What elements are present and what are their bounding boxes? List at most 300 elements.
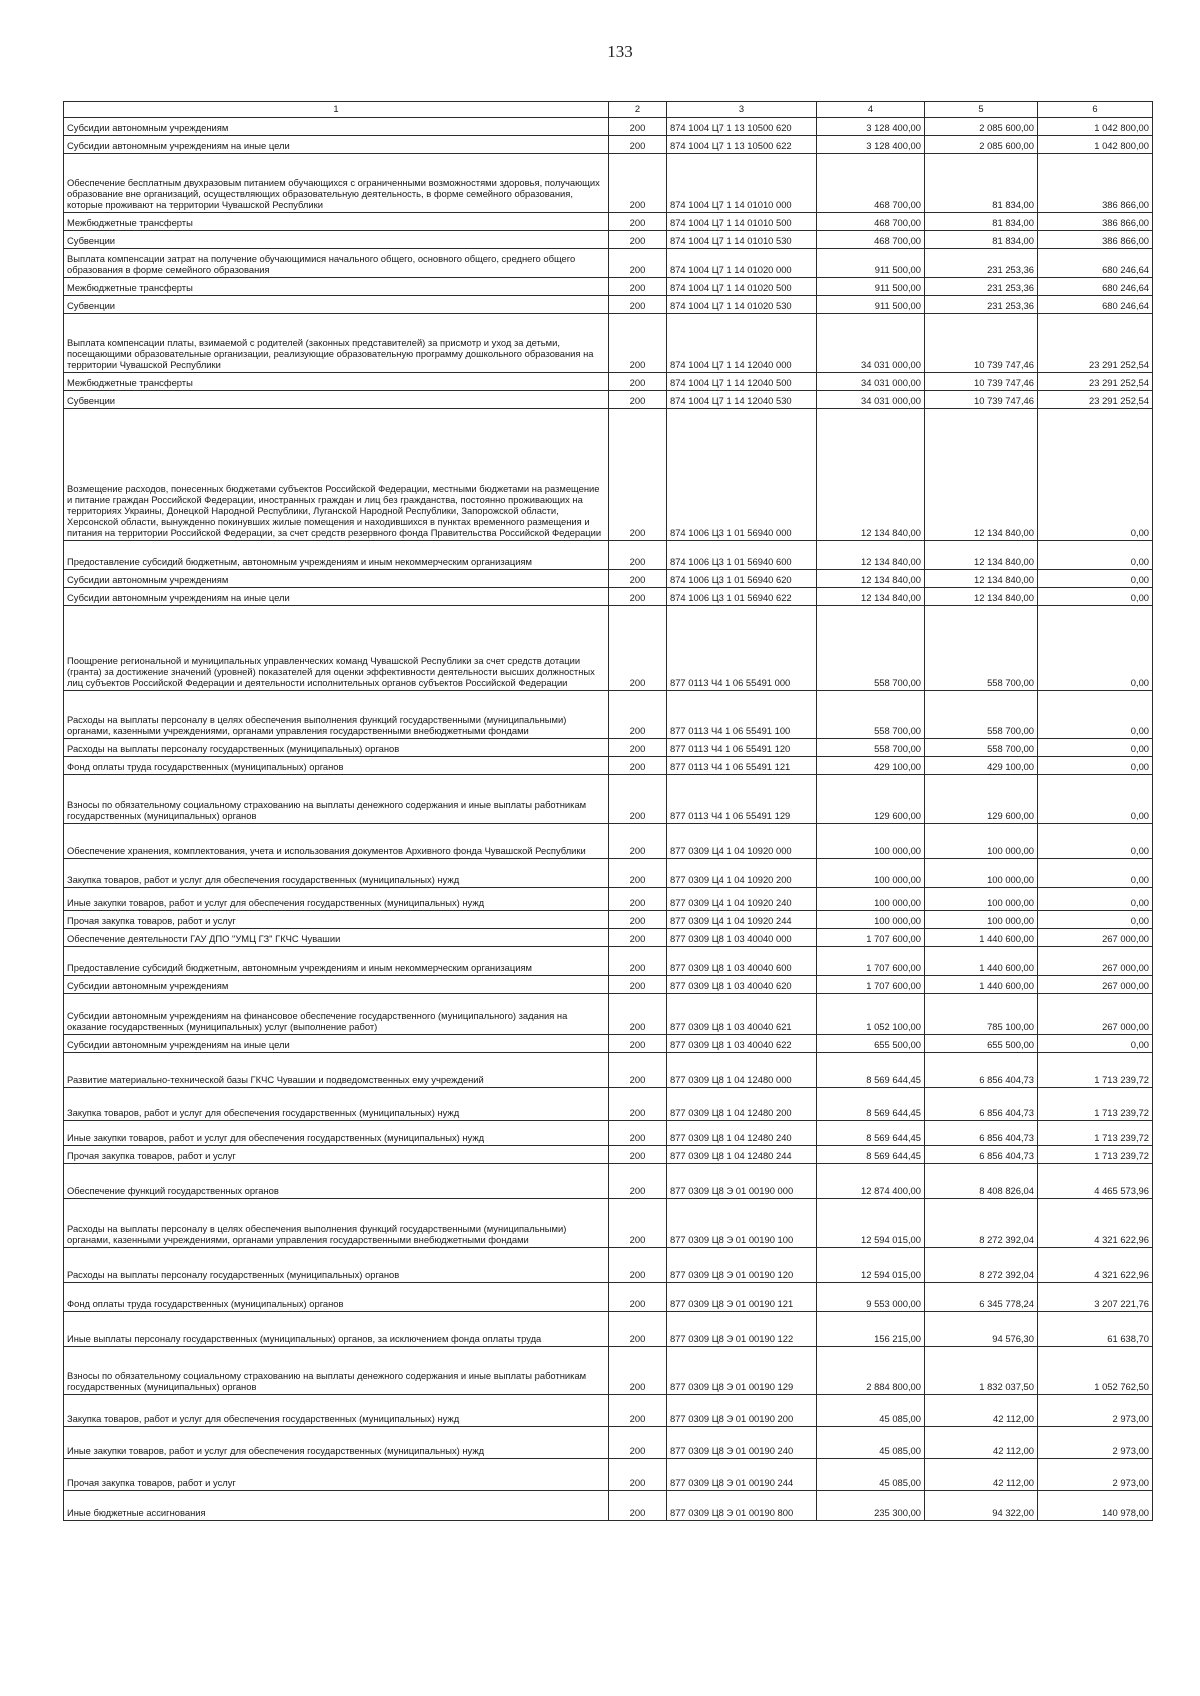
row-amount-planned: 468 700,00	[817, 154, 925, 213]
row-admin-code: 200	[609, 1248, 667, 1283]
row-budget-code: 877 0113 Ч4 1 06 55491 120	[667, 739, 817, 757]
table-row	[64, 929, 1153, 947]
row-admin-code: 200	[609, 824, 667, 859]
row-budget-code: 877 0309 Ц4 1 04 10920 240	[667, 888, 817, 911]
row-admin-code: 200	[609, 994, 667, 1035]
table-row	[64, 570, 1153, 588]
row-budget-code: 877 0113 Ч4 1 06 55491 129	[667, 775, 817, 824]
row-name: Иные закупки товаров, работ и услуг для обеспечения государственных (муниципальных) нужд	[64, 1427, 609, 1459]
row-budget-code: 877 0309 Ц8 Э 01 00190 120	[667, 1248, 817, 1283]
table-row	[64, 976, 1153, 994]
row-name: Закупка товаров, работ и услуг для обеспечения государственных (муниципальных) нужд	[64, 1088, 609, 1121]
table-row	[64, 373, 1153, 391]
row-admin-code: 200	[609, 1491, 667, 1521]
row-amount-executed: 1 440 600,00	[925, 976, 1038, 994]
row-budget-code: 877 0309 Ц8 1 04 12480 240	[667, 1121, 817, 1146]
row-amount-remaining: 3 207 221,76	[1038, 1283, 1153, 1312]
row-budget-code: 877 0309 Ц4 1 04 10920 200	[667, 859, 817, 888]
row-amount-planned: 2 884 800,00	[817, 1347, 925, 1395]
row-amount-planned: 558 700,00	[817, 691, 925, 739]
row-admin-code: 200	[609, 278, 667, 296]
row-amount-planned: 45 085,00	[817, 1427, 925, 1459]
row-name: Выплата компенсации затрат на получение обучающимися начального общего, основного общего, среднего общего образования в форме семейного образования	[64, 249, 609, 278]
budget-table	[63, 101, 1153, 1521]
row-amount-planned: 8 569 644,45	[817, 1088, 925, 1121]
table-row	[64, 1199, 1153, 1248]
table-row	[64, 775, 1153, 824]
row-amount-executed: 100 000,00	[925, 824, 1038, 859]
row-budget-code: 877 0113 Ч4 1 06 55491 121	[667, 757, 817, 775]
row-amount-planned: 45 085,00	[817, 1459, 925, 1491]
row-name: Расходы на выплаты персоналу государственных (муниципальных) органов	[64, 1248, 609, 1283]
row-amount-remaining: 267 000,00	[1038, 994, 1153, 1035]
row-budget-code: 877 0309 Ц8 Э 01 00190 244	[667, 1459, 817, 1491]
row-amount-planned: 429 100,00	[817, 757, 925, 775]
row-amount-remaining: 267 000,00	[1038, 976, 1153, 994]
column-header-3: 3	[667, 102, 817, 118]
row-name: Прочая закупка товаров, работ и услуг	[64, 1146, 609, 1164]
row-amount-remaining: 1 713 239,72	[1038, 1053, 1153, 1088]
row-budget-code: 874 1006 Ц3 1 01 56940 622	[667, 588, 817, 606]
table-row	[64, 231, 1153, 249]
row-budget-code: 877 0309 Ц8 1 03 40040 620	[667, 976, 817, 994]
row-admin-code: 200	[609, 231, 667, 249]
row-budget-code: 874 1004 Ц7 1 14 12040 500	[667, 373, 817, 391]
row-amount-planned: 655 500,00	[817, 1035, 925, 1053]
row-amount-planned: 1 707 600,00	[817, 947, 925, 976]
row-name: Субвенции	[64, 231, 609, 249]
row-amount-planned: 468 700,00	[817, 231, 925, 249]
row-budget-code: 877 0309 Ц8 Э 01 00190 100	[667, 1199, 817, 1248]
row-admin-code: 200	[609, 588, 667, 606]
row-amount-planned: 3 128 400,00	[817, 136, 925, 154]
row-amount-executed: 1 440 600,00	[925, 947, 1038, 976]
row-budget-code: 874 1006 Ц3 1 01 56940 620	[667, 570, 817, 588]
row-budget-code: 877 0309 Ц4 1 04 10920 000	[667, 824, 817, 859]
row-budget-code: 874 1004 Ц7 1 14 01020 500	[667, 278, 817, 296]
row-amount-planned: 235 300,00	[817, 1491, 925, 1521]
row-amount-planned: 34 031 000,00	[817, 314, 925, 373]
row-admin-code: 200	[609, 1146, 667, 1164]
row-budget-code: 877 0309 Ц8 Э 01 00190 121	[667, 1283, 817, 1312]
row-name: Предоставление субсидий бюджетным, автономным учреждениям и иным некоммерческим организациям	[64, 541, 609, 570]
row-admin-code: 200	[609, 391, 667, 409]
row-amount-remaining: 23 291 252,54	[1038, 373, 1153, 391]
row-amount-remaining: 680 246,64	[1038, 278, 1153, 296]
row-amount-executed: 2 085 600,00	[925, 118, 1038, 136]
row-amount-executed: 6 856 404,73	[925, 1053, 1038, 1088]
row-amount-executed: 12 134 840,00	[925, 409, 1038, 541]
table-row	[64, 859, 1153, 888]
row-amount-remaining: 1 052 762,50	[1038, 1347, 1153, 1395]
row-budget-code: 874 1004 Ц7 1 14 01010 530	[667, 231, 817, 249]
row-amount-executed: 10 739 747,46	[925, 373, 1038, 391]
row-budget-code: 877 0309 Ц8 1 04 12480 200	[667, 1088, 817, 1121]
row-budget-code: 877 0309 Ц8 1 04 12480 000	[667, 1053, 817, 1088]
row-admin-code: 200	[609, 570, 667, 588]
row-amount-planned: 12 134 840,00	[817, 541, 925, 570]
row-amount-remaining: 23 291 252,54	[1038, 391, 1153, 409]
table-row	[64, 757, 1153, 775]
row-amount-remaining: 0,00	[1038, 606, 1153, 691]
row-admin-code: 200	[609, 1347, 667, 1395]
row-budget-code: 874 1004 Ц7 1 14 01010 500	[667, 213, 817, 231]
row-amount-executed: 8 272 392,04	[925, 1199, 1038, 1248]
row-amount-executed: 94 576,30	[925, 1312, 1038, 1347]
row-name: Развитие материально-технической базы ГКЧС Чувашии и подведомственных ему учреждений	[64, 1053, 609, 1088]
row-amount-executed: 42 112,00	[925, 1459, 1038, 1491]
row-amount-remaining: 4 321 622,96	[1038, 1248, 1153, 1283]
row-amount-planned: 34 031 000,00	[817, 391, 925, 409]
row-amount-planned: 12 594 015,00	[817, 1199, 925, 1248]
row-amount-planned: 911 500,00	[817, 296, 925, 314]
row-budget-code: 877 0309 Ц8 Э 01 00190 122	[667, 1312, 817, 1347]
row-amount-remaining: 0,00	[1038, 757, 1153, 775]
row-budget-code: 874 1004 Ц7 1 14 01020 000	[667, 249, 817, 278]
row-amount-planned: 558 700,00	[817, 606, 925, 691]
row-amount-executed: 785 100,00	[925, 994, 1038, 1035]
row-amount-remaining: 386 866,00	[1038, 154, 1153, 213]
row-name: Субвенции	[64, 296, 609, 314]
row-amount-planned: 12 134 840,00	[817, 409, 925, 541]
row-name: Субсидии автономным учреждениям	[64, 976, 609, 994]
row-amount-executed: 12 134 840,00	[925, 570, 1038, 588]
row-amount-remaining: 0,00	[1038, 824, 1153, 859]
row-admin-code: 200	[609, 947, 667, 976]
table-row	[64, 1121, 1153, 1146]
row-admin-code: 200	[609, 976, 667, 994]
row-amount-planned: 1 052 100,00	[817, 994, 925, 1035]
row-name: Иные бюджетные ассигнования	[64, 1491, 609, 1521]
row-amount-planned: 100 000,00	[817, 859, 925, 888]
row-admin-code: 200	[609, 757, 667, 775]
table-row	[64, 994, 1153, 1035]
row-budget-code: 874 1004 Ц7 1 14 12040 530	[667, 391, 817, 409]
row-amount-planned: 12 874 400,00	[817, 1164, 925, 1199]
column-header-1: 1	[64, 102, 609, 118]
row-budget-code: 874 1006 Ц3 1 01 56940 000	[667, 409, 817, 541]
row-name: Расходы на выплаты персоналу государственных (муниципальных) органов	[64, 739, 609, 757]
row-amount-planned: 12 134 840,00	[817, 588, 925, 606]
row-admin-code: 200	[609, 929, 667, 947]
row-amount-planned: 100 000,00	[817, 911, 925, 929]
row-amount-executed: 8 408 826,04	[925, 1164, 1038, 1199]
row-amount-remaining: 0,00	[1038, 570, 1153, 588]
table-row	[64, 739, 1153, 757]
row-budget-code: 877 0309 Ц8 Э 01 00190 240	[667, 1427, 817, 1459]
row-name: Обеспечение хранения, комплектования, учета и использования документов Архивного фонда Чувашской Республики	[64, 824, 609, 859]
header-row	[64, 102, 1153, 118]
table-row	[64, 541, 1153, 570]
row-amount-executed: 6 856 404,73	[925, 1121, 1038, 1146]
row-amount-remaining: 386 866,00	[1038, 213, 1153, 231]
row-amount-remaining: 4 465 573,96	[1038, 1164, 1153, 1199]
table-row	[64, 588, 1153, 606]
row-amount-executed: 81 834,00	[925, 231, 1038, 249]
row-admin-code: 200	[609, 1395, 667, 1427]
table-row	[64, 1088, 1153, 1121]
table-body	[64, 118, 1153, 1521]
table-row	[64, 1459, 1153, 1491]
row-admin-code: 200	[609, 888, 667, 911]
row-amount-executed: 81 834,00	[925, 213, 1038, 231]
row-name: Возмещение расходов, понесенных бюджетами субъектов Российской Федерации, местными бюджетами на размещение и питание граждан Российской Федерации, иностранных граждан и лиц без гражданства, постоянно проживающих на территориях Украины, Донецкой Народной Республики, Луганской Народной Республики, Запорожской области, Херсонской области, вынужденно покинувших жилые помещения и находившихся в пунктах временного размещения и питания на территории Российской Федерации, за счет средств резервного фонда Правительства Российской Федерации	[64, 409, 609, 541]
row-amount-remaining: 0,00	[1038, 739, 1153, 757]
row-admin-code: 200	[609, 1088, 667, 1121]
row-name: Субсидии автономным учреждениям	[64, 570, 609, 588]
row-admin-code: 200	[609, 541, 667, 570]
row-amount-remaining: 0,00	[1038, 541, 1153, 570]
row-amount-planned: 100 000,00	[817, 824, 925, 859]
row-amount-executed: 558 700,00	[925, 606, 1038, 691]
row-name: Субсидии автономным учреждениям на иные цели	[64, 136, 609, 154]
row-name: Субсидии автономным учреждениям на финансовое обеспечение государственного (муниципального) задания на оказание государственных (муниципальных) услуг (выполнение работ)	[64, 994, 609, 1035]
table-row	[64, 154, 1153, 213]
row-budget-code: 874 1006 Ц3 1 01 56940 600	[667, 541, 817, 570]
row-amount-remaining: 2 973,00	[1038, 1395, 1153, 1427]
row-amount-remaining: 680 246,64	[1038, 296, 1153, 314]
row-name: Поощрение региональной и муниципальных управленческих команд Чувашской Республики за счет средств дотации (гранта) за достижение значений (уровней) показателей для оценки эффективности деятельности высших должностных лиц субъектов Российской Федерации и деятельности исполнительных органов субъектов Российской Федерации	[64, 606, 609, 691]
row-name: Субсидии автономным учреждениям	[64, 118, 609, 136]
row-amount-executed: 100 000,00	[925, 859, 1038, 888]
row-admin-code: 200	[609, 296, 667, 314]
row-amount-planned: 8 569 644,45	[817, 1146, 925, 1164]
row-amount-planned: 156 215,00	[817, 1312, 925, 1347]
row-admin-code: 200	[609, 1035, 667, 1053]
row-amount-executed: 1 832 037,50	[925, 1347, 1038, 1395]
row-budget-code: 874 1004 Ц7 1 13 10500 620	[667, 118, 817, 136]
row-name: Фонд оплаты труда государственных (муниципальных) органов	[64, 1283, 609, 1312]
row-budget-code: 877 0309 Ц4 1 04 10920 244	[667, 911, 817, 929]
row-name: Расходы на выплаты персоналу в целях обеспечения выполнения функций государственными (муниципальными) органами, казенными учреждениями, органами управления государственными внебюджетными фондами	[64, 1199, 609, 1248]
table-row	[64, 947, 1153, 976]
column-header-4: 4	[817, 102, 925, 118]
row-amount-executed: 42 112,00	[925, 1427, 1038, 1459]
row-amount-planned: 8 569 644,45	[817, 1053, 925, 1088]
row-amount-executed: 81 834,00	[925, 154, 1038, 213]
row-amount-executed: 6 856 404,73	[925, 1088, 1038, 1121]
row-admin-code: 200	[609, 314, 667, 373]
row-budget-code: 874 1004 Ц7 1 14 12040 000	[667, 314, 817, 373]
column-header-2: 2	[609, 102, 667, 118]
row-budget-code: 874 1004 Ц7 1 14 01020 530	[667, 296, 817, 314]
column-header-6: 6	[1038, 102, 1153, 118]
row-admin-code: 200	[609, 409, 667, 541]
row-amount-planned: 3 128 400,00	[817, 118, 925, 136]
row-amount-remaining: 2 973,00	[1038, 1427, 1153, 1459]
table-row	[64, 1283, 1153, 1312]
row-budget-code: 877 0309 Ц8 Э 01 00190 200	[667, 1395, 817, 1427]
row-admin-code: 200	[609, 249, 667, 278]
row-amount-planned: 129 600,00	[817, 775, 925, 824]
row-name: Расходы на выплаты персоналу в целях обеспечения выполнения функций государственными (муниципальными) органами, казенными учреждениями, органами управления государственными внебюджетными фондами	[64, 691, 609, 739]
table-row	[64, 888, 1153, 911]
row-name: Обеспечение деятельности ГАУ ДПО "УМЦ ГЗ" ГКЧС Чувашии	[64, 929, 609, 947]
row-budget-code: 877 0309 Ц8 1 04 12480 244	[667, 1146, 817, 1164]
row-budget-code: 877 0309 Ц8 Э 01 00190 000	[667, 1164, 817, 1199]
row-amount-planned: 45 085,00	[817, 1395, 925, 1427]
row-budget-code: 877 0113 Ч4 1 06 55491 100	[667, 691, 817, 739]
row-amount-remaining: 140 978,00	[1038, 1491, 1153, 1521]
row-amount-planned: 911 500,00	[817, 249, 925, 278]
table-row	[64, 213, 1153, 231]
row-amount-remaining: 267 000,00	[1038, 929, 1153, 947]
row-amount-executed: 6 856 404,73	[925, 1146, 1038, 1164]
table-row	[64, 296, 1153, 314]
row-name: Прочая закупка товаров, работ и услуг	[64, 1459, 609, 1491]
table-row	[64, 824, 1153, 859]
row-amount-executed: 231 253,36	[925, 249, 1038, 278]
row-admin-code: 200	[609, 1283, 667, 1312]
table-row	[64, 1053, 1153, 1088]
row-amount-executed: 12 134 840,00	[925, 588, 1038, 606]
page-number: 133	[607, 42, 633, 61]
row-amount-executed: 100 000,00	[925, 888, 1038, 911]
row-admin-code: 200	[609, 1053, 667, 1088]
row-name: Обеспечение функций государственных органов	[64, 1164, 609, 1199]
table-row	[64, 249, 1153, 278]
row-amount-remaining: 2 973,00	[1038, 1459, 1153, 1491]
row-amount-planned: 34 031 000,00	[817, 373, 925, 391]
row-amount-planned: 468 700,00	[817, 213, 925, 231]
row-admin-code: 200	[609, 1312, 667, 1347]
row-name: Фонд оплаты труда государственных (муниципальных) органов	[64, 757, 609, 775]
row-amount-remaining: 1 042 800,00	[1038, 136, 1153, 154]
row-amount-remaining: 23 291 252,54	[1038, 314, 1153, 373]
column-header-5: 5	[925, 102, 1038, 118]
row-admin-code: 200	[609, 136, 667, 154]
row-amount-planned: 1 707 600,00	[817, 976, 925, 994]
row-amount-remaining: 4 321 622,96	[1038, 1199, 1153, 1248]
row-name: Предоставление субсидий бюджетным, автономным учреждениям и иным некоммерческим организациям	[64, 947, 609, 976]
row-admin-code: 200	[609, 213, 667, 231]
row-admin-code: 200	[609, 154, 667, 213]
table-row	[64, 1248, 1153, 1283]
row-amount-planned: 558 700,00	[817, 739, 925, 757]
table-row	[64, 278, 1153, 296]
table-row	[64, 118, 1153, 136]
row-admin-code: 200	[609, 911, 667, 929]
row-budget-code: 874 1004 Ц7 1 14 01010 000	[667, 154, 817, 213]
table-row	[64, 691, 1153, 739]
row-admin-code: 200	[609, 691, 667, 739]
row-admin-code: 200	[609, 775, 667, 824]
row-amount-remaining: 0,00	[1038, 588, 1153, 606]
row-admin-code: 200	[609, 739, 667, 757]
row-name: Субвенции	[64, 391, 609, 409]
row-admin-code: 200	[609, 606, 667, 691]
row-amount-remaining: 1 713 239,72	[1038, 1088, 1153, 1121]
row-amount-executed: 558 700,00	[925, 691, 1038, 739]
row-budget-code: 877 0113 Ч4 1 06 55491 000	[667, 606, 817, 691]
row-name: Субсидии автономным учреждениям на иные цели	[64, 1035, 609, 1053]
row-budget-code: 877 0309 Ц8 1 03 40040 600	[667, 947, 817, 976]
row-admin-code: 200	[609, 1427, 667, 1459]
row-budget-code: 877 0309 Ц8 Э 01 00190 800	[667, 1491, 817, 1521]
row-budget-code: 874 1004 Ц7 1 13 10500 622	[667, 136, 817, 154]
row-amount-remaining: 0,00	[1038, 888, 1153, 911]
row-name: Субсидии автономным учреждениям на иные цели	[64, 588, 609, 606]
row-amount-remaining: 680 246,64	[1038, 249, 1153, 278]
row-amount-planned: 1 707 600,00	[817, 929, 925, 947]
row-amount-remaining: 0,00	[1038, 409, 1153, 541]
row-amount-executed: 429 100,00	[925, 757, 1038, 775]
row-amount-executed: 8 272 392,04	[925, 1248, 1038, 1283]
row-name: Прочая закупка товаров, работ и услуг	[64, 911, 609, 929]
row-name: Закупка товаров, работ и услуг для обеспечения государственных (муниципальных) нужд	[64, 1395, 609, 1427]
row-budget-code: 877 0309 Ц8 1 03 40040 621	[667, 994, 817, 1035]
table-row	[64, 391, 1153, 409]
row-admin-code: 200	[609, 118, 667, 136]
row-name: Закупка товаров, работ и услуг для обеспечения государственных (муниципальных) нужд	[64, 859, 609, 888]
row-amount-remaining: 0,00	[1038, 859, 1153, 888]
row-amount-remaining: 386 866,00	[1038, 231, 1153, 249]
row-amount-remaining: 1 042 800,00	[1038, 118, 1153, 136]
row-budget-code: 877 0309 Ц8 1 03 40040 000	[667, 929, 817, 947]
row-amount-remaining: 0,00	[1038, 911, 1153, 929]
row-amount-planned: 8 569 644,45	[817, 1121, 925, 1146]
table-row	[64, 314, 1153, 373]
row-name: Обеспечение бесплатным двухразовым питанием обучающихся с ограниченными возможностями здоровья, получающих образование вне организаций, осуществляющих образовательную деятельность, в форме семейного образования, которые проживают на территории Чувашской Республики	[64, 154, 609, 213]
row-admin-code: 200	[609, 1459, 667, 1491]
row-amount-remaining: 0,00	[1038, 1035, 1153, 1053]
row-admin-code: 200	[609, 373, 667, 391]
row-amount-executed: 94 322,00	[925, 1491, 1038, 1521]
row-amount-executed: 129 600,00	[925, 775, 1038, 824]
row-name: Взносы по обязательному социальному страхованию на выплаты денежного содержания и иные выплаты работникам государственных (муниципальных) органов	[64, 1347, 609, 1395]
row-name: Взносы по обязательному социальному страхованию на выплаты денежного содержания и иные выплаты работникам государственных (муниципальных) органов	[64, 775, 609, 824]
table-row	[64, 1347, 1153, 1395]
row-amount-executed: 655 500,00	[925, 1035, 1038, 1053]
row-amount-executed: 42 112,00	[925, 1395, 1038, 1427]
row-amount-executed: 231 253,36	[925, 296, 1038, 314]
row-amount-executed: 231 253,36	[925, 278, 1038, 296]
row-amount-executed: 558 700,00	[925, 739, 1038, 757]
row-amount-planned: 12 134 840,00	[817, 570, 925, 588]
row-name: Межбюджетные трансферты	[64, 278, 609, 296]
table-row	[64, 1146, 1153, 1164]
table-row	[64, 136, 1153, 154]
row-name: Межбюджетные трансферты	[64, 213, 609, 231]
table-row	[64, 911, 1153, 929]
table-row	[64, 1427, 1153, 1459]
row-amount-planned: 100 000,00	[817, 888, 925, 911]
row-amount-remaining: 1 713 239,72	[1038, 1146, 1153, 1164]
row-admin-code: 200	[609, 1164, 667, 1199]
row-amount-executed: 10 739 747,46	[925, 314, 1038, 373]
table-row	[64, 1312, 1153, 1347]
table-row	[64, 606, 1153, 691]
row-name: Иные закупки товаров, работ и услуг для обеспечения государственных (муниципальных) нужд	[64, 888, 609, 911]
row-admin-code: 200	[609, 1121, 667, 1146]
row-name: Выплата компенсации платы, взимаемой с родителей (законных представителей) за присмотр и уход за детьми, посещающими образовательные организации, реализующие образовательную программу дошкольного образования на территории Чувашской Республики	[64, 314, 609, 373]
row-amount-remaining: 267 000,00	[1038, 947, 1153, 976]
row-admin-code: 200	[609, 859, 667, 888]
row-amount-remaining: 0,00	[1038, 691, 1153, 739]
row-amount-executed: 12 134 840,00	[925, 541, 1038, 570]
row-amount-executed: 1 440 600,00	[925, 929, 1038, 947]
table-row	[64, 1491, 1153, 1521]
row-amount-executed: 2 085 600,00	[925, 136, 1038, 154]
row-amount-executed: 100 000,00	[925, 911, 1038, 929]
row-amount-remaining: 0,00	[1038, 775, 1153, 824]
row-amount-remaining: 1 713 239,72	[1038, 1121, 1153, 1146]
row-amount-executed: 10 739 747,46	[925, 391, 1038, 409]
row-amount-planned: 12 594 015,00	[817, 1248, 925, 1283]
row-amount-executed: 6 345 778,24	[925, 1283, 1038, 1312]
row-amount-remaining: 61 638,70	[1038, 1312, 1153, 1347]
row-name: Иные выплаты персоналу государственных (муниципальных) органов, за исключением фонда оплаты труда	[64, 1312, 609, 1347]
